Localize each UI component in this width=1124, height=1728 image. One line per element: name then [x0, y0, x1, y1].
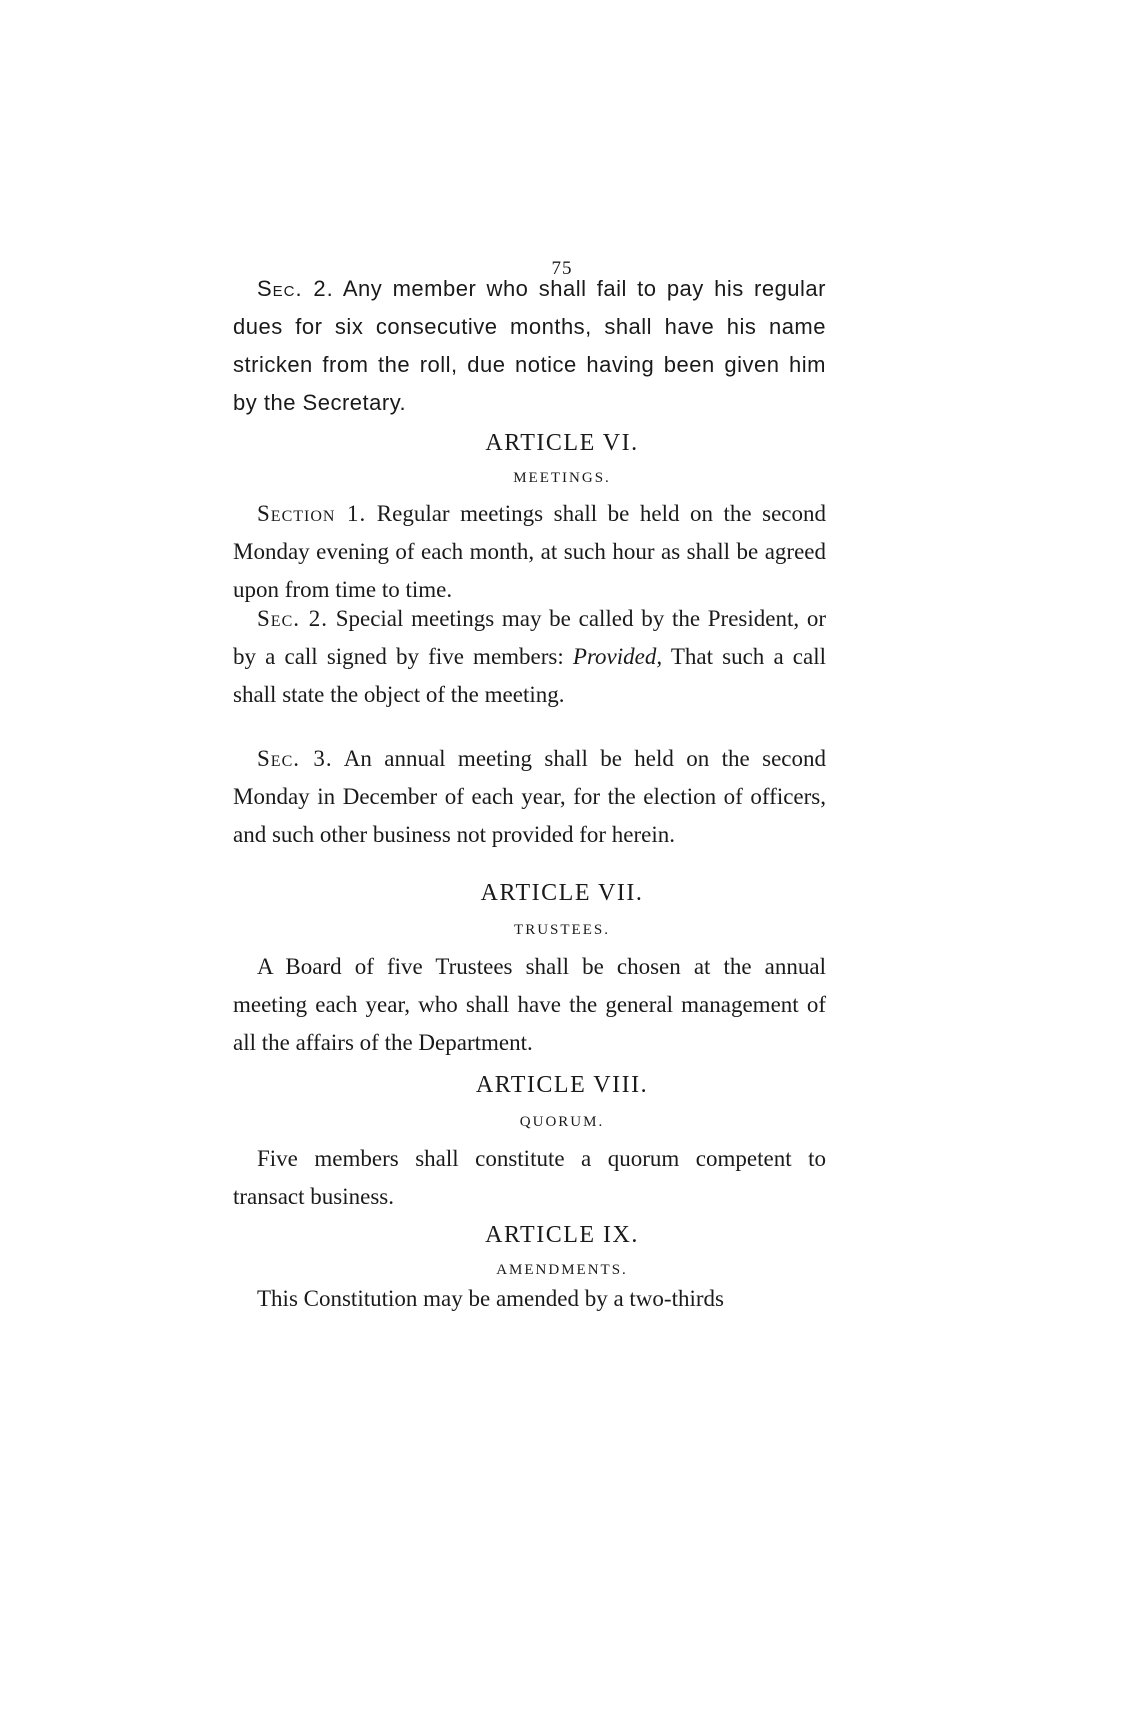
- article9-paragraph: [233, 1280, 826, 1318]
- article8-paragraph: [233, 1140, 826, 1216]
- article8-heading: ARTICLE VIII.: [475, 1072, 649, 1098]
- paragraph-text: That such a call shall state the object of the meeting.: [233, 644, 826, 707]
- paragraph-text: A Board of five Trustees shall be chosen at the annual meeting each year, who shall have the general management of all the affairs of the Department.: [233, 954, 826, 1055]
- article7-paragraph: [233, 948, 826, 1062]
- article7-subheading: TRUSTEES.: [514, 922, 610, 938]
- paragraph-text: Any member who shall fail to pay his regular dues for six consecutive months, shall have his name stricken from the roll, due notice having been given him by the Secretary.: [233, 276, 826, 415]
- sec-label: Sec. 2.: [257, 276, 334, 301]
- paragraph-text: This Constitution may be amended by a two-thirds: [257, 1286, 724, 1311]
- sec-label: Sec. 2.: [257, 606, 328, 631]
- article6-subheading: MEETINGS.: [513, 470, 611, 486]
- article9-subheading: AMENDMENTS.: [496, 1262, 628, 1278]
- page-number: 75: [551, 258, 573, 279]
- article5-sec2-paragraph: [233, 270, 826, 422]
- article9-heading: ARTICLE IX.: [485, 1222, 639, 1248]
- article6-section1-paragraph: [233, 495, 826, 609]
- sec-label: Sec. 3.: [257, 746, 333, 771]
- paragraph-text: Special meetings may be called by the President, or by a call signed by five members:: [233, 606, 826, 669]
- paragraph-text: Regular meetings shall be held on the second Monday evening of each month, at such hour as shall be agreed upon from time to time.: [233, 501, 827, 602]
- paragraph-text: An annual meeting shall be held on the second Monday in December of each year, for the election of officers, and such other business not provided for herein.: [233, 746, 827, 847]
- italic-text: Provided,: [572, 644, 663, 669]
- sec-label: Section 1.: [257, 501, 367, 526]
- article6-section3-paragraph: [233, 740, 826, 854]
- article6-heading: ARTICLE VI.: [485, 430, 639, 456]
- paragraph-text: Five members shall constitute a quorum competent to transact business.: [233, 1146, 826, 1209]
- article8-subheading: QUORUM.: [519, 1114, 605, 1130]
- article6-section2-paragraph: [233, 600, 826, 714]
- article7-heading: ARTICLE VII.: [480, 880, 644, 906]
